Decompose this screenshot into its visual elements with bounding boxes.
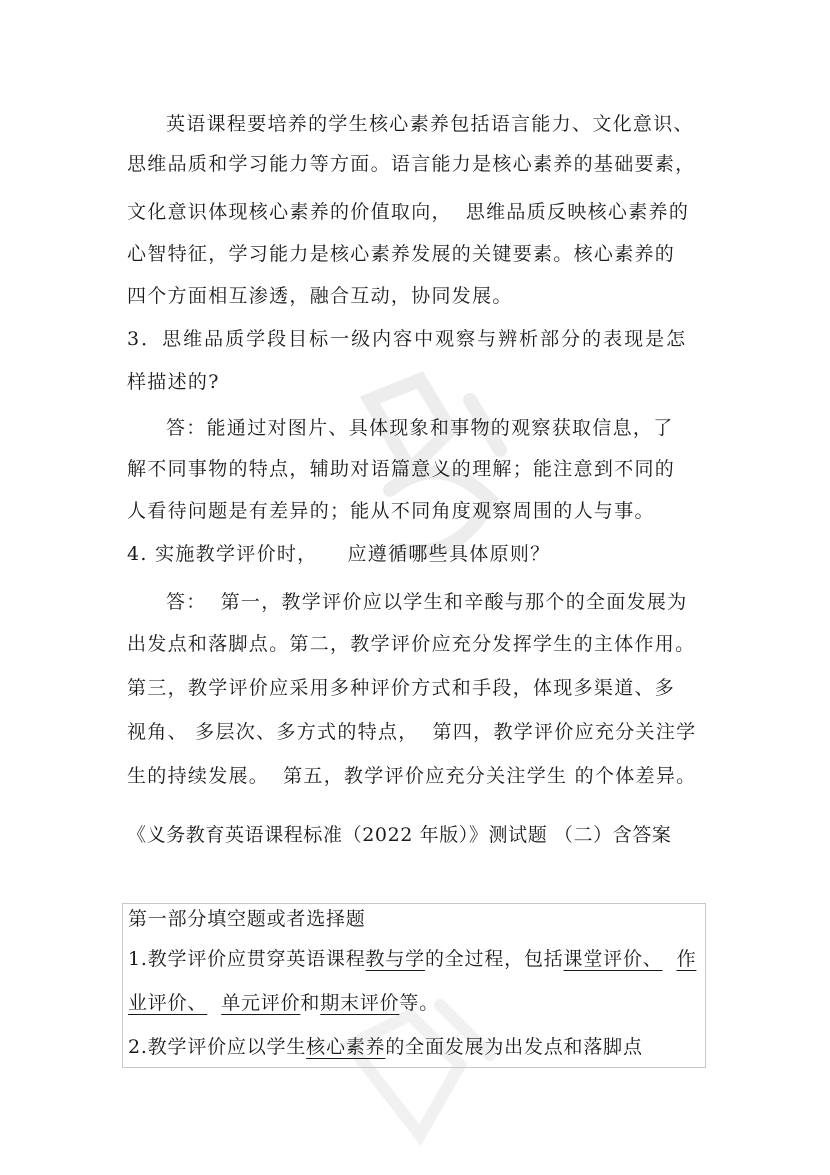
answer-underline: 核心素养 bbox=[306, 1036, 386, 1058]
answer-underline: 作 bbox=[676, 948, 697, 970]
paragraph-line: 四个方面相互渗透，融合互动，协同发展。 bbox=[127, 285, 513, 307]
answer-4-line bbox=[166, 590, 688, 614]
answer-underline: 期末评价 bbox=[320, 992, 400, 1014]
question-3-line1: 3．思维品质学段目标一级内容中观察与辨析部分的表现是怎 bbox=[127, 328, 688, 350]
answer-4-line bbox=[127, 764, 696, 788]
paragraph-line: 英语课程要培养的学生核心素养包括语言能力、文化意识、 bbox=[166, 113, 694, 135]
answer-4-line: 第三，教学评价应采用多种评价方式和手段，体现多渠道、多 bbox=[127, 677, 676, 699]
answer-underline: 教与学 bbox=[365, 948, 425, 970]
answer-4-line: 出发点和落脚点。第二，教学评价应充分发挥学生的主体作用。 bbox=[127, 633, 696, 655]
answer-underline: 业评价、 bbox=[128, 992, 208, 1014]
answer-4-segment: 第五，教学评价应充分关注学生 的个体差异。 bbox=[283, 765, 697, 787]
answer-underline: 课堂评价、 bbox=[563, 948, 663, 970]
exam-title: 《义务教育英语课程标准（2022 年版）》测试题 （二）含答案 bbox=[127, 824, 672, 846]
answer-4-segment: 答： bbox=[166, 591, 207, 613]
question-4-part: 4. 实施教学评价时， bbox=[127, 543, 318, 565]
answer-3-line: 人看待问题是有差异的；能从不同角度观察周围的人与事。 bbox=[127, 500, 655, 522]
question-4 bbox=[127, 542, 550, 566]
answer-4-segment: 视角、 多层次、多方式的特点， bbox=[127, 721, 419, 743]
paragraph-line: 心智特征，学习能力是核心素养发展的关键要素。核心素养的 bbox=[127, 243, 676, 265]
answer-4-line bbox=[127, 720, 696, 744]
question-2-line bbox=[128, 1035, 643, 1059]
answer-underline: 单元评价 bbox=[221, 992, 301, 1014]
question-1-line1 bbox=[128, 947, 696, 971]
question-text: 和 bbox=[300, 992, 321, 1014]
question-text: 1.教学评价应贯穿英语课程 bbox=[128, 948, 366, 970]
question-4-part: 应遵循哪些具体原则？ bbox=[347, 543, 551, 565]
answer-3-line: 答：能通过对图片、具体现象和事物的观察获取信息，了 bbox=[166, 417, 674, 439]
answer-3-line: 解不同事物的特点，辅助对语篇意义的理解；能注意到不同的 bbox=[127, 458, 676, 480]
paragraph-segment: 文化意识体现核心素养的价值取向， bbox=[127, 201, 452, 223]
question-text: 的全面发展为出发点和落脚点 bbox=[385, 1036, 643, 1058]
answer-4-segment: 生的持续发展。 bbox=[127, 765, 270, 787]
answer-4-segment: 第一，教学评价应以学生和辛酸与那个的全面发展为 bbox=[220, 591, 688, 613]
paragraph-segment: 思维品质反映核心素养的 bbox=[465, 201, 690, 223]
section-heading: 第一部分填空题或者选择题 bbox=[128, 908, 366, 930]
question-text: 的全过程，包括 bbox=[424, 948, 564, 970]
paragraph-line: 思维品质和学习能力等方面。语言能力是核心素养的基础要素， bbox=[127, 153, 696, 175]
question-1-line2 bbox=[128, 991, 439, 1015]
question-text: 等。 bbox=[399, 992, 440, 1014]
paragraph-line bbox=[127, 200, 689, 224]
question-text: 2.教学评价应以学生 bbox=[128, 1036, 307, 1058]
answer-4-segment: 第四，教学评价应充分关注学 bbox=[432, 721, 697, 743]
question-3-line2: 样描述的? bbox=[127, 371, 220, 393]
